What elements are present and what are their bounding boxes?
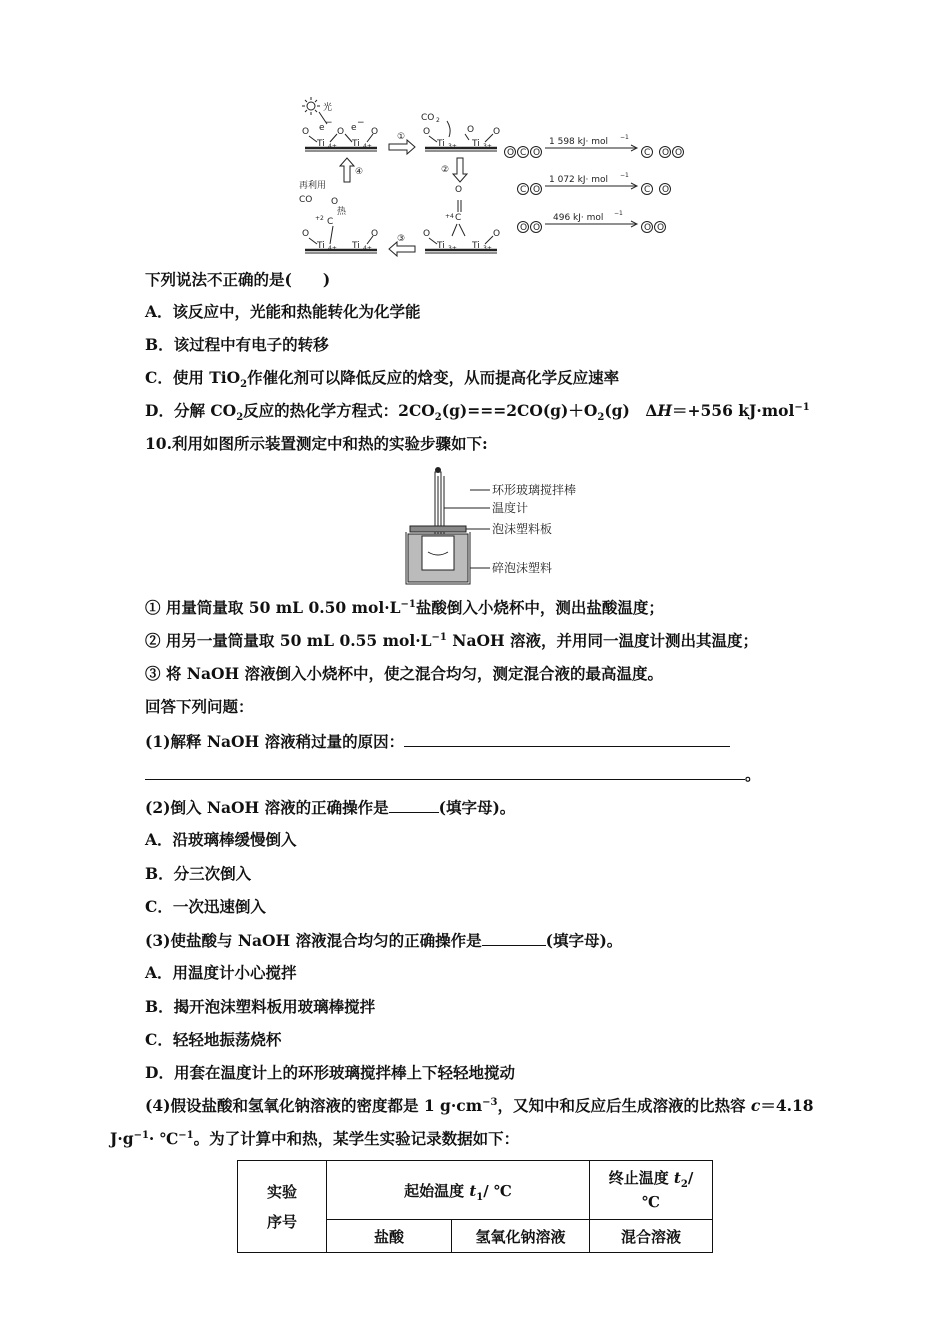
svg-text:O: O xyxy=(493,127,501,137)
svg-text:O: O xyxy=(662,148,670,158)
svg-text:4+: 4+ xyxy=(328,143,337,150)
svg-text:Ti: Ti xyxy=(472,241,480,251)
header-seq: 实验 序号 xyxy=(238,1161,327,1253)
svg-text:再利用: 再利用 xyxy=(299,181,327,191)
svg-text:O: O xyxy=(302,127,310,137)
answer-blank-2[interactable] xyxy=(389,797,439,813)
foam-board xyxy=(410,526,466,532)
header-start-temp: 起始温度 $t_1/$ ℃ xyxy=(327,1161,590,1220)
question10-4-continued: $J\cdot g^{-1}\cdot$ ℃$^{-1}$。为了计算中和热，某学生实验记录数据如下： xyxy=(110,1129,520,1148)
svg-text:①: ① xyxy=(397,132,406,142)
subheader-mix: 混合溶液 xyxy=(590,1220,713,1253)
svg-text:光: 光 xyxy=(323,103,333,113)
q2-option-c: C．一次迅速倒入 xyxy=(145,897,266,916)
calorimeter-diagram xyxy=(400,464,600,590)
q2-option-b: B．分三次倒入 xyxy=(145,864,252,883)
q2-option-a: A．沿玻璃棒缓慢倒入 xyxy=(145,830,297,849)
experiment-data-table xyxy=(237,1160,713,1253)
svg-text:Ti: Ti xyxy=(317,139,325,149)
question9-option-a: A．该反应中，光能和热能转化为化学能 xyxy=(145,302,421,321)
q3-option-b: B．揭开泡沫塑料板用玻璃棒搅拌 xyxy=(145,997,376,1016)
svg-text:CO: CO xyxy=(421,113,435,123)
svg-text:O: O xyxy=(337,127,345,137)
svg-text:O: O xyxy=(455,185,463,195)
svg-text:③: ③ xyxy=(397,234,406,244)
question10-1: (1)解释 NaOH 溶液稍过量的原因： xyxy=(145,731,730,752)
svg-text:O: O xyxy=(331,197,339,207)
diagram-labels xyxy=(299,101,682,252)
svg-text:2: 2 xyxy=(436,117,440,124)
svg-text:+2: +2 xyxy=(315,215,324,222)
svg-text:O: O xyxy=(533,148,541,158)
arrow-step4 xyxy=(340,158,354,182)
svg-text:CO: CO xyxy=(299,195,313,205)
svg-text:−: − xyxy=(325,118,333,128)
answer-blank-1[interactable] xyxy=(404,731,730,747)
question10-intro: 10.利用如图所示装置测定中和热的实验步骤如下: xyxy=(145,434,488,453)
q3-option-d: D．用套在温度计上的环形玻璃搅拌棒上下轻轻地搅动 xyxy=(145,1063,515,1082)
svg-text:O: O xyxy=(302,229,310,239)
svg-text:4+: 4+ xyxy=(363,143,372,150)
svg-text:O: O xyxy=(467,125,475,135)
svg-text:C: C xyxy=(327,217,334,227)
svg-text:O: O xyxy=(371,127,379,137)
calorimeter-labels xyxy=(492,482,576,575)
svg-text:O: O xyxy=(662,185,670,195)
svg-text:O: O xyxy=(423,127,431,137)
svg-text:O: O xyxy=(533,223,541,233)
question9-option-c: C．使用 TiO$_2$作催化剂可以降低反应的焓变，从而提高化学反应速率 xyxy=(145,368,620,391)
svg-text:Ti: Ti xyxy=(317,241,325,251)
svg-text:C: C xyxy=(644,185,651,195)
answer-prompt: 回答下列问题： xyxy=(145,697,254,716)
step-2: ② 用另一量筒量取 50 mL 0.55 $mol\cdot L^{-1}$ NaOH 溶液，并用同一温度计测出其温度； xyxy=(145,631,759,650)
svg-text:3+: 3+ xyxy=(448,245,457,252)
step-1: ① 用量筒量取 50 mL 0.50 $mol\cdot L^{-1}$盐酸倒入小烧杯中，测出盐酸温度； xyxy=(145,598,664,617)
answer-blank-3[interactable] xyxy=(482,930,546,946)
svg-text:C: C xyxy=(520,185,527,195)
svg-text:+4: +4 xyxy=(445,213,454,220)
answer-blank-1b[interactable] xyxy=(145,764,745,780)
svg-text:4+: 4+ xyxy=(328,245,337,252)
subheader-naoh: 氢氧化钠溶液 xyxy=(452,1220,590,1253)
svg-text:O: O xyxy=(371,229,379,239)
question9-stem: 下列说法不正确的是( ) xyxy=(145,270,331,289)
header-end-temp: 终止温度 $t_2/$ ℃ xyxy=(590,1161,713,1220)
svg-text:O: O xyxy=(423,229,431,239)
svg-text:3+: 3+ xyxy=(448,143,457,150)
stirrer-label: 环形玻璃搅拌棒 xyxy=(492,483,577,497)
reaction-energy-1: 1 598 kJ· mol xyxy=(549,137,608,147)
svg-text:−1: −1 xyxy=(620,134,629,141)
reaction-energy-2: 1 072 kJ· mol xyxy=(549,175,608,185)
svg-text:O: O xyxy=(657,223,665,233)
thermometer-label: 温度计 xyxy=(492,501,529,515)
subheader-hcl: 盐酸 xyxy=(327,1220,452,1253)
svg-text:热: 热 xyxy=(337,207,347,217)
svg-text:Ti: Ti xyxy=(437,139,445,149)
svg-text:e: e xyxy=(319,123,325,133)
q3-option-c: C．轻轻地振荡烧杯 xyxy=(145,1030,282,1049)
arrow-step1 xyxy=(389,140,415,154)
svg-text:O: O xyxy=(533,185,541,195)
svg-text:④: ④ xyxy=(355,167,364,177)
svg-text:4+: 4+ xyxy=(363,245,372,252)
svg-text:3+: 3+ xyxy=(483,143,492,150)
sun-icon xyxy=(307,102,315,110)
inner-beaker xyxy=(422,536,454,570)
svg-text:O: O xyxy=(507,148,515,158)
q3-option-a: A．用温度计小心搅拌 xyxy=(145,963,297,982)
svg-text:−1: −1 xyxy=(614,210,623,217)
question9-option-d: D．分解 $CO_2$反应的热化学方程式：$2CO_2(g)===2CO(g)+O_2(g)$ ΔH＝+556 kJ·mol$^{-1}$ xyxy=(145,401,810,424)
foam-pieces-label: 碎泡沫塑料 xyxy=(492,561,553,575)
tio2-mechanism-diagram xyxy=(297,96,697,260)
svg-text:−1: −1 xyxy=(620,172,629,179)
svg-text:e: e xyxy=(351,123,357,133)
svg-text:Ti: Ti xyxy=(472,139,480,149)
step-3: ③ 将 NaOH 溶液倒入小烧杯中，使之混合均匀，测定混合液的最高温度。 xyxy=(145,664,664,683)
question10-4: (4)假设盐酸和氢氧化钠溶液的密度都是 1 $g\cdot cm^{-3}$，又知中和反应后生成溶液的比热容 c＝4.18 xyxy=(145,1096,814,1115)
arrow-step3 xyxy=(389,242,415,256)
question10-1-continued: 。 xyxy=(145,764,761,785)
svg-text:C: C xyxy=(455,213,462,223)
svg-text:3+: 3+ xyxy=(483,245,492,252)
svg-text:O: O xyxy=(520,223,528,233)
question10-3: (3)使盐酸与 NaOH 溶液混合均匀的正确操作是 (填字母)。 xyxy=(145,931,623,950)
svg-text:②: ② xyxy=(441,165,450,175)
arrow-step2 xyxy=(453,158,467,182)
svg-text:O: O xyxy=(675,148,683,158)
svg-text:O: O xyxy=(644,223,652,233)
foam-board-label: 泡沫塑料板 xyxy=(492,522,553,536)
svg-text:O: O xyxy=(493,229,501,239)
question9-option-b: B．该过程中有电子的转移 xyxy=(145,335,329,354)
question10-2: (2)倒入 NaOH 溶液的正确操作是 (填字母)。 xyxy=(145,798,516,817)
svg-text:Ti: Ti xyxy=(437,241,445,251)
svg-text:C: C xyxy=(644,148,651,158)
svg-text:Ti: Ti xyxy=(352,241,360,251)
reaction-energy-3: 496 kJ· mol xyxy=(553,213,604,223)
svg-text:−: − xyxy=(357,118,365,128)
svg-text:Ti: Ti xyxy=(352,139,360,149)
svg-text:C: C xyxy=(520,148,527,158)
